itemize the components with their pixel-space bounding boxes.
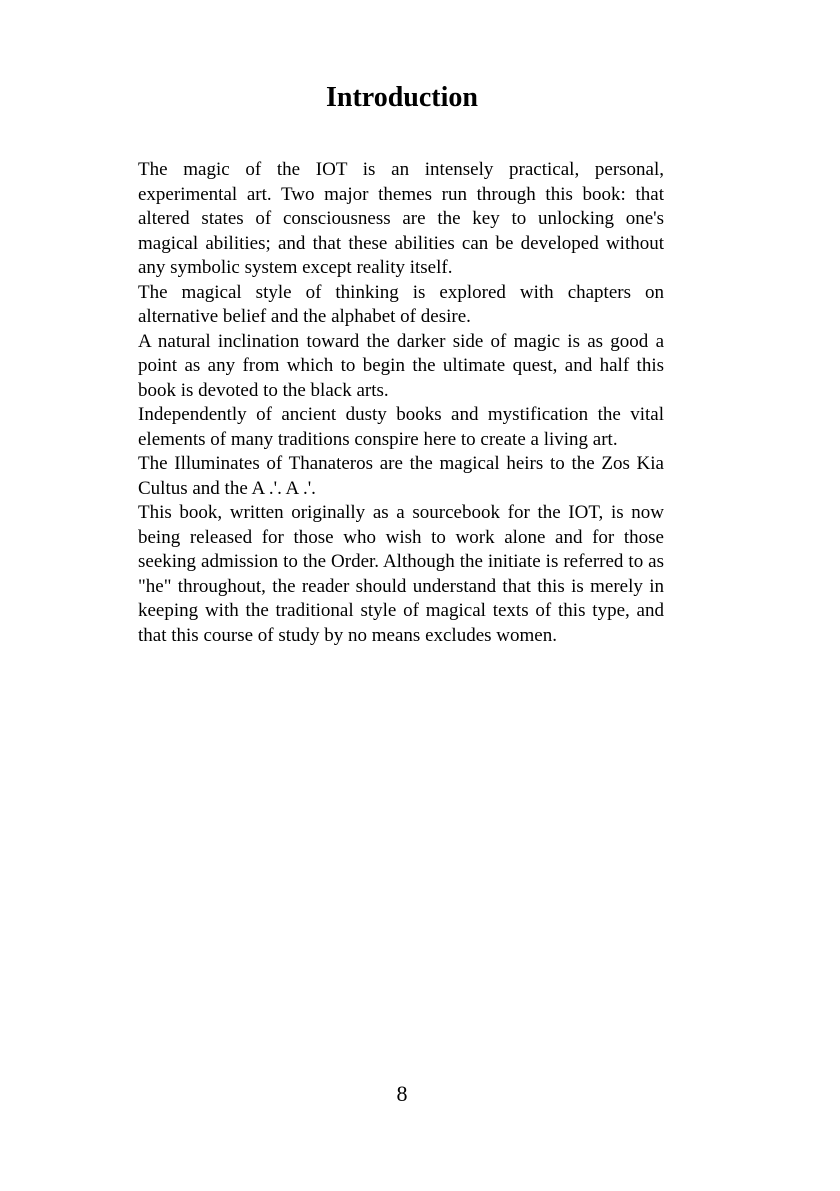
page-number: 8 bbox=[396, 1081, 408, 1106]
page-title: Introduction bbox=[326, 82, 478, 113]
body-text bbox=[138, 158, 664, 648]
paragraph-traditions: Independently of ancient dusty books and mystification the vital elements of many traditions conspire here to create a living art. bbox=[138, 404, 664, 450]
paragraph-sourcebook: This book, written originally as a sourcebook for the IOT, is now being released for those who wish to work alone and for those seeking admission to the Order. Although the initiate is referred to as "he" throughout, the reader should understand that this is merely in keeping with the traditional style of magical texts of this type, and that this course of study by no means excludes women. bbox=[138, 502, 664, 646]
paragraph-intro: The magic of the IOT is an intensely practical, personal, experimental art. Two major themes run through this book: that altered states of consciousness are the key to unlocking one's magical abilities; and that these abilities can be developed without any symbolic system except reality itself. bbox=[138, 159, 664, 278]
paragraph-illuminates: The Illuminates of Thanateros are the magical heirs to the Zos Kia Cultus and the A .'. A .'. bbox=[138, 453, 664, 499]
paragraph-style: The magical style of thinking is explored with chapters on alternative belief and the alphabet of desire. bbox=[138, 281, 664, 327]
paragraph-darker-side: A natural inclination toward the darker side of magic is as good a point as any from which to begin the ultimate quest, and half this book is devoted to the black arts. bbox=[138, 330, 664, 401]
